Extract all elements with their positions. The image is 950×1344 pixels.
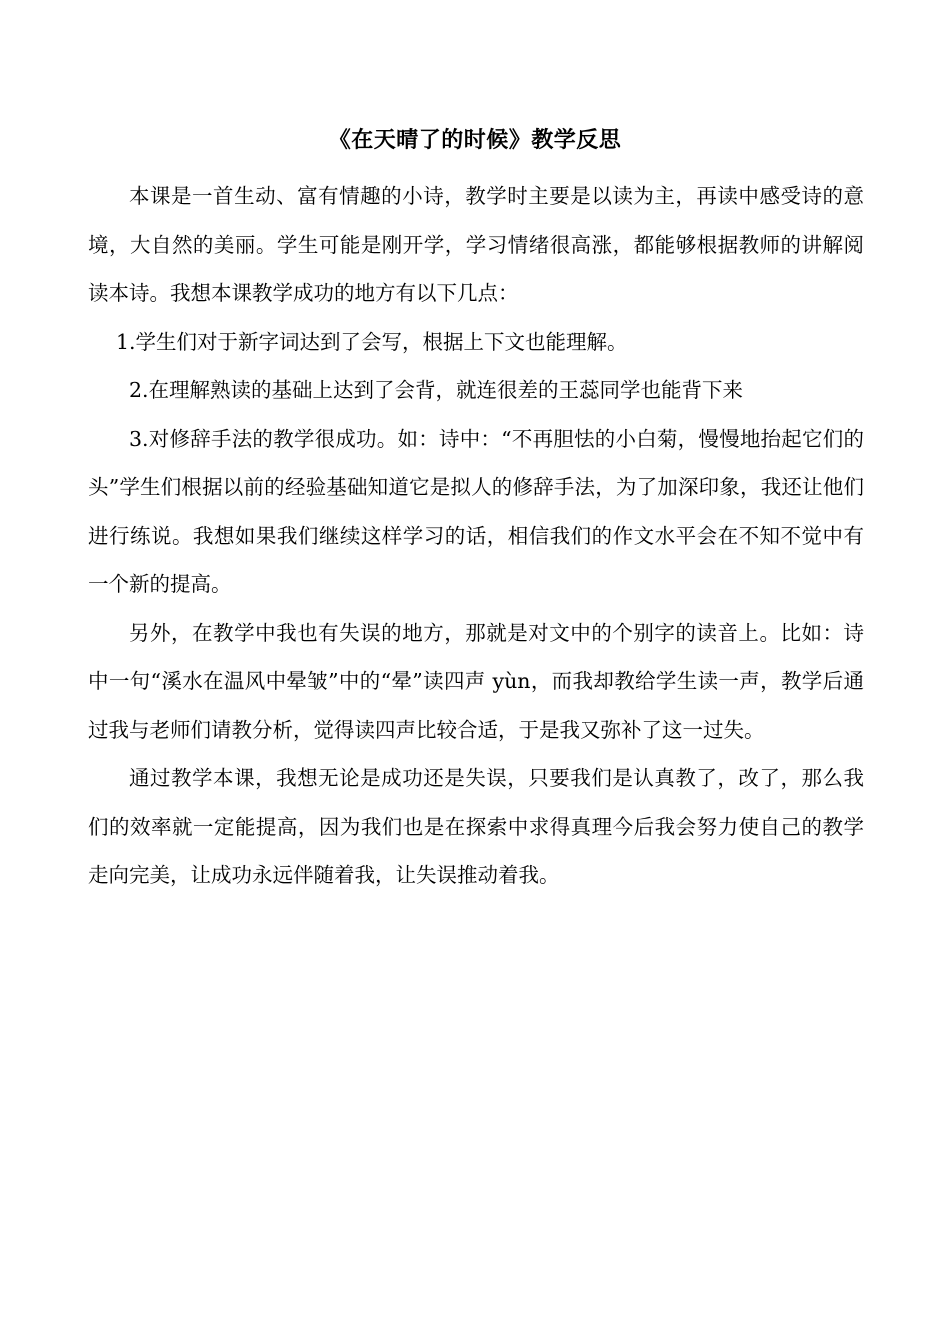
paragraph-intro: 本课是一首生动、富有情趣的小诗，教学时主要是以读为主，再读中感受诗的意境，大自然的美丽。学生可能是刚开学，学习情绪很高涨，都能够根据教师的讲解阅读本诗。我想本课教学成功的地方有以下几点： bbox=[88, 184, 864, 305]
paragraph-mistakes: 另外，在教学中我也有失误的地方，那就是对文中的个别字的读音上。比如：诗中一句“溪水在温风中晕皱”中的“晕”读四声 yùn，而我却教给学生读一声，教学后通过我与老师们请教分析，觉得读四声比较合适，于是我又弥补了这一过失。 bbox=[88, 620, 864, 742]
document-body bbox=[88, 172, 864, 900]
document-title: 《在天晴了的时候》教学反思 bbox=[328, 128, 622, 153]
paragraph-conclusion: 通过教学本课，我想无论是成功还是失误，只要我们是认真教了，改了，那么我们的效率就一定能提高，因为我们也是在探索中求得真理今后我会努力使自己的教学走向完美，让成功永远伴随着我，让失误推动着我。 bbox=[88, 766, 864, 887]
list-item-3: 3.对修辞手法的教学很成功。如：诗中：“不再胆怯的小白菊，慢慢地抬起它们的头”学生们根据以前的经验基础知道它是拟人的修辞手法，为了加深印象，我还让他们进行练说。我想如果我们继续这样学习的话，相信我们的作文水平会在不知不觉中有一个新的提高。 bbox=[88, 426, 864, 596]
list-item-2: 2.在理解熟读的基础上达到了会背，就连很差的王蕊同学也能背下来 bbox=[129, 378, 744, 402]
list-item-1: 1.学生们对于新字词达到了会写，根据上下文也能理解。 bbox=[116, 329, 628, 354]
